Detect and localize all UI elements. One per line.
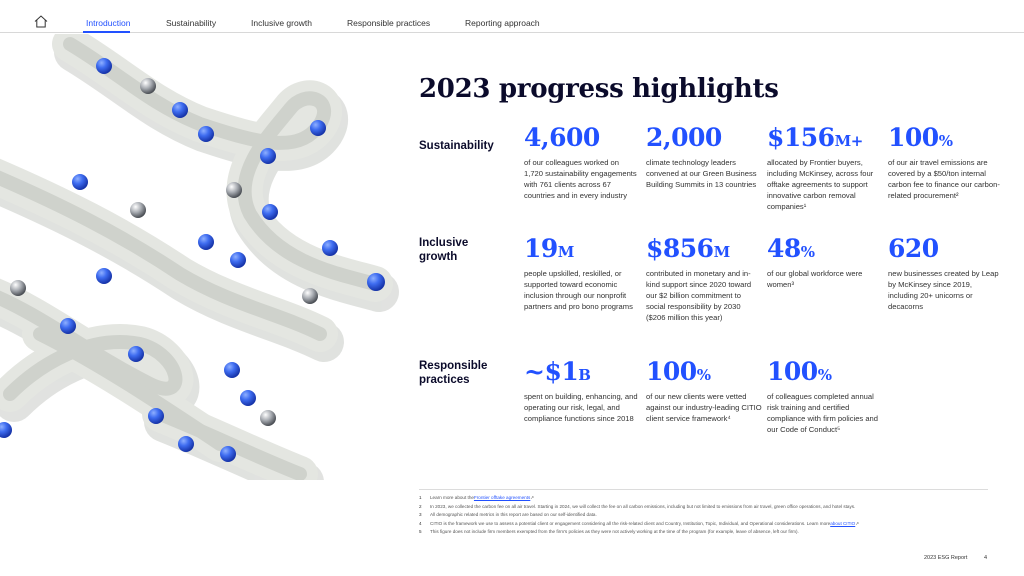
report-name: 2023 ESG Report [924, 555, 968, 561]
stat-value: ~$1B [524, 357, 591, 386]
tab-inclusive-growth[interactable]: Inclusive growth [251, 18, 312, 28]
stat-description: of our air travel emissions are covered by a $50/ton internal carbon fee to finance our carbon-related procurement² [888, 158, 1000, 201]
footnote-divider [419, 489, 988, 490]
tab-reporting-approach[interactable]: Reporting approach [465, 18, 540, 28]
stat-description: of our global workforce were women³ [767, 269, 863, 290]
tab-responsible-practices[interactable]: Responsible practices [347, 18, 431, 28]
stat-description: people upskilled, reskilled, or supported toward economic inclusion through our nonprofit partners and pro bono programs [524, 269, 633, 312]
stat-description: allocated by Frontier buyers, including McKinsey, across four offtake agreements to support innovative carbon removal companies¹ [767, 158, 874, 212]
stat-value: 19M [524, 234, 574, 263]
section-label-inclusive-growth: Inclusive growth [419, 237, 469, 263]
section-label-responsible-practices: Responsible practices [419, 360, 488, 386]
stat-value: 4,600 [524, 123, 600, 152]
stat-description: climate technology leaders convened at our Green Business Building Summits in 13 countries [646, 158, 757, 190]
stat-value: 100% [767, 357, 832, 386]
page-number: 4 [984, 555, 988, 561]
footnote: 4 CITIO is the framework we use to assess a potential client or engagement considering all the risk-related client and Country, Institution, Topic, Individual, and Operational considerations. Learn more about CITIO ↗ [419, 520, 989, 529]
footnote: 3 All demographic related metrics in this report are based on our self-identified data. [419, 512, 597, 518]
stat-value: $156M+ [767, 123, 863, 152]
stat-value: 100% [888, 123, 953, 152]
stat-value: $856M [646, 234, 730, 263]
tab-sustainability[interactable]: Sustainability [166, 18, 217, 28]
citio-link[interactable]: about CITIO [830, 520, 856, 526]
external-link-icon: ↗ [855, 520, 860, 526]
footnote: 5 This figure does not include firm members exempted from the firm's policies as they were not actively working at the time of the program (for example, leave of absence, left our firm). [419, 529, 799, 535]
footnote: 1 Learn more about the Frontier offtake agreements ↗ [419, 494, 989, 503]
stat-description: of colleagues completed annual risk training and certified compliance with firm policies and our Code of Conduct⁵ [767, 392, 878, 435]
stat-description: spent on building, enhancing, and operating our risk, legal, and compliance functions since 2018 [524, 392, 638, 424]
stat-description: contributed in monetary and in-kind support since 2020 toward our $2 billion commitment to social responsibility by 2030 ($206 million this year) [646, 269, 752, 323]
stat-value: 48% [767, 234, 815, 263]
footnotes [419, 494, 989, 537]
stat-value: 2,000 [646, 123, 722, 152]
top-nav [0, 0, 1024, 33]
stat-description: new businesses created by Leap by McKinsey since 2019, including 20+ unicorns or decacorns [888, 269, 999, 312]
page-title: 2023 progress highlights [419, 74, 779, 104]
stat-description: of our new clients were vetted against our industry-leading CITIO client service framework⁴ [646, 392, 762, 424]
tab-introduction[interactable]: Introduction [86, 18, 131, 28]
stat-description: of our colleagues worked on 1,720 sustainability engagements with 761 clients across 67 countries and in every industry [524, 158, 637, 201]
section-label-sustainability: Sustainability [419, 140, 494, 152]
active-tab-indicator [83, 31, 130, 33]
stat-value: 620 [888, 234, 939, 263]
external-link-icon: ↗ [530, 495, 535, 500]
frontier-offtake-link[interactable]: Frontier offtake agreements [473, 495, 531, 500]
home-icon[interactable] [34, 15, 48, 28]
footnote: 2 In 2023, we collected the carbon fee on all air travel. Starting in 2024, we will collect the fee on all carbon emissions, including but not limited to emissions from air travel, green office operations, and hotel stays. [419, 503, 856, 509]
stat-value: 100% [646, 357, 711, 386]
marble-track-illustration [0, 34, 410, 480]
